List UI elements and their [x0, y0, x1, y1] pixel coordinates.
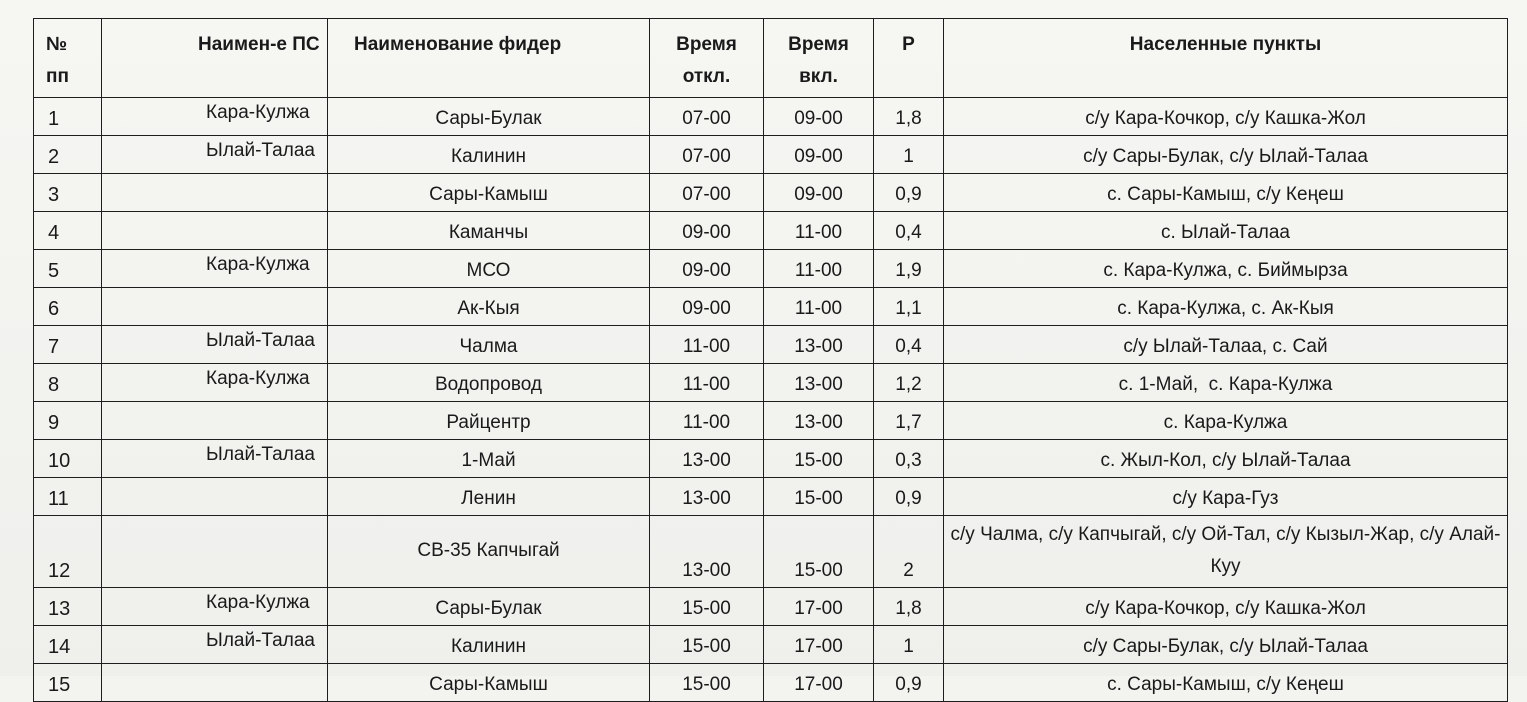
table-row: [34, 664, 1508, 702]
row-time-on: 09-00: [764, 174, 874, 212]
row-places: с. Жыл-Кол, с/у Ылай-Талаа: [944, 440, 1508, 478]
table-row: [34, 364, 1508, 402]
row-places: с/у Ылай-Талаа, с. Сай: [944, 326, 1508, 364]
row-feeder: Сары-Камыш: [328, 174, 650, 212]
row-power: 0,4: [874, 212, 944, 250]
row-power: 1: [874, 626, 944, 664]
row-places: с. Кара-Кулжа, с. Ак-Кыя: [944, 288, 1508, 326]
row-power: 2: [874, 516, 944, 588]
row-num: 10: [34, 440, 102, 478]
row-power: 1,8: [874, 98, 944, 136]
header-places: Населенные пункты: [944, 19, 1508, 98]
row-time-on: 15-00: [764, 478, 874, 516]
row-time-off: 09-00: [650, 288, 764, 326]
row-power: 0,4: [874, 326, 944, 364]
table-row: [34, 326, 1508, 364]
row-time-on: 13-00: [764, 402, 874, 440]
row-time-off: 15-00: [650, 626, 764, 664]
outage-schedule-table: [33, 18, 1508, 702]
row-time-off: 07-00: [650, 98, 764, 136]
header-num-line2: пп: [46, 66, 69, 87]
row-places: с/у Кара-Кочкор, с/у Кашка-Жол: [944, 588, 1508, 626]
row-places: с/у Сары-Булак, с/у Ылай-Талаа: [944, 136, 1508, 174]
row-num: 14: [34, 626, 102, 664]
header-row: [34, 19, 1508, 98]
header-time-on-line1: Время: [788, 34, 849, 55]
row-num: 6: [34, 288, 102, 326]
table-row: [34, 174, 1508, 212]
header-feeder: Наименование фидер: [328, 19, 650, 98]
table-row: [34, 288, 1508, 326]
row-feeder: Ак-Кыя: [328, 288, 650, 326]
row-time-off: 11-00: [650, 326, 764, 364]
row-num: 3: [34, 174, 102, 212]
row-substation: Кара-Кулжа: [102, 98, 328, 136]
row-power: 0,3: [874, 440, 944, 478]
header-time-on-line2: вкл.: [799, 66, 838, 87]
row-power: 0,9: [874, 664, 944, 702]
row-time-off: 13-00: [650, 478, 764, 516]
table-row: [34, 98, 1508, 136]
row-time-on: 13-00: [764, 326, 874, 364]
row-places: с. Сары-Камыш, с/у Кеңеш: [944, 174, 1508, 212]
row-time-off: 09-00: [650, 250, 764, 288]
row-time-on: 15-00: [764, 516, 874, 588]
row-time-off: 09-00: [650, 212, 764, 250]
row-time-on: 11-00: [764, 250, 874, 288]
row-substation: Кара-Кулжа: [102, 250, 328, 288]
row-power: 1: [874, 136, 944, 174]
row-power: 0,9: [874, 478, 944, 516]
row-time-on: 09-00: [764, 98, 874, 136]
row-feeder: Водопровод: [328, 364, 650, 402]
row-time-off: 07-00: [650, 174, 764, 212]
row-feeder: Чалма: [328, 326, 650, 364]
row-power: 1,2: [874, 364, 944, 402]
row-num: 9: [34, 402, 102, 440]
row-time-on: 11-00: [764, 212, 874, 250]
row-feeder: Калинин: [328, 626, 650, 664]
row-num: 8: [34, 364, 102, 402]
header-time-off: [650, 19, 764, 98]
row-feeder: Калинин: [328, 136, 650, 174]
table-row: [34, 478, 1508, 516]
row-substation: [102, 212, 328, 250]
row-substation: Ылай-Талаа: [102, 136, 328, 174]
row-time-on: 17-00: [764, 588, 874, 626]
row-feeder: Каманчы: [328, 212, 650, 250]
row-places: с. Сары-Камыш, с/у Кеңеш: [944, 664, 1508, 702]
row-places: с. 1-Май, с. Кара-Кулжа: [944, 364, 1508, 402]
row-power: 0,9: [874, 174, 944, 212]
header-time-off-line2: откл.: [682, 66, 731, 87]
row-time-on: 17-00: [764, 664, 874, 702]
header-time-on: [764, 19, 874, 98]
row-num: 5: [34, 250, 102, 288]
row-substation: [102, 664, 328, 702]
row-substation: Ылай-Талаа: [102, 440, 328, 478]
row-time-off: 15-00: [650, 588, 764, 626]
row-num: 15: [34, 664, 102, 702]
table-row: [34, 516, 1508, 588]
row-substation: Кара-Кулжа: [102, 588, 328, 626]
row-time-off: 07-00: [650, 136, 764, 174]
row-places: с/у Сары-Булак, с/у Ылай-Талаа: [944, 626, 1508, 664]
row-substation: Ылай-Талаа: [102, 626, 328, 664]
row-time-off: 15-00: [650, 664, 764, 702]
row-feeder: Сары-Булак: [328, 98, 650, 136]
row-feeder: 1-Май: [328, 440, 650, 478]
row-num: 1: [34, 98, 102, 136]
row-feeder: Сары-Камыш: [328, 664, 650, 702]
row-substation: [102, 174, 328, 212]
row-num: 2: [34, 136, 102, 174]
row-num: 7: [34, 326, 102, 364]
row-feeder: Сары-Булак: [328, 588, 650, 626]
row-time-on: 13-00: [764, 364, 874, 402]
row-time-on: 17-00: [764, 626, 874, 664]
row-places: с/у Кара-Гуз: [944, 478, 1508, 516]
header-substation: Наимен-е ПС: [102, 19, 328, 98]
table-row: [34, 250, 1508, 288]
row-num: 13: [34, 588, 102, 626]
table-row: [34, 212, 1508, 250]
row-power: 1,8: [874, 588, 944, 626]
row-time-off: 11-00: [650, 402, 764, 440]
row-time-on: 11-00: [764, 288, 874, 326]
row-power: 1,9: [874, 250, 944, 288]
row-num: 4: [34, 212, 102, 250]
row-substation: Кара-Кулжа: [102, 364, 328, 402]
table-row: [34, 136, 1508, 174]
table-row: [34, 626, 1508, 664]
table-row: [34, 402, 1508, 440]
row-substation: Ылай-Талаа: [102, 326, 328, 364]
header-time-off-line1: Время: [676, 34, 737, 55]
row-num: 12: [34, 516, 102, 588]
row-feeder: Ленин: [328, 478, 650, 516]
row-feeder: Райцентр: [328, 402, 650, 440]
row-places: с/у Чалма, с/у Капчыгай, с/у Ой-Тал, с/у Кызыл-Жар, с/у Алай-Куу: [944, 516, 1508, 588]
row-places: с/у Кара-Кочкор, с/у Кашка-Жол: [944, 98, 1508, 136]
row-substation: [102, 516, 328, 588]
row-feeder: МСО: [328, 250, 650, 288]
row-time-off: 11-00: [650, 364, 764, 402]
row-places: с. Кара-Кулжа, с. Биймырза: [944, 250, 1508, 288]
row-power: 1,7: [874, 402, 944, 440]
table-row: [34, 440, 1508, 478]
header-power: Р: [874, 19, 944, 98]
row-time-off: 13-00: [650, 440, 764, 478]
row-time-on: 09-00: [764, 136, 874, 174]
header-num: [34, 19, 102, 98]
header-num-line1: №: [46, 34, 68, 55]
row-substation: [102, 288, 328, 326]
row-num: 11: [34, 478, 102, 516]
row-places: с. Ылай-Талаа: [944, 212, 1508, 250]
table-row: [34, 588, 1508, 626]
row-substation: [102, 478, 328, 516]
row-places: с. Кара-Кулжа: [944, 402, 1508, 440]
row-power: 1,1: [874, 288, 944, 326]
row-feeder: СВ-35 Капчыгай: [328, 516, 650, 588]
row-substation: [102, 402, 328, 440]
row-time-on: 15-00: [764, 440, 874, 478]
row-time-off: 13-00: [650, 516, 764, 588]
